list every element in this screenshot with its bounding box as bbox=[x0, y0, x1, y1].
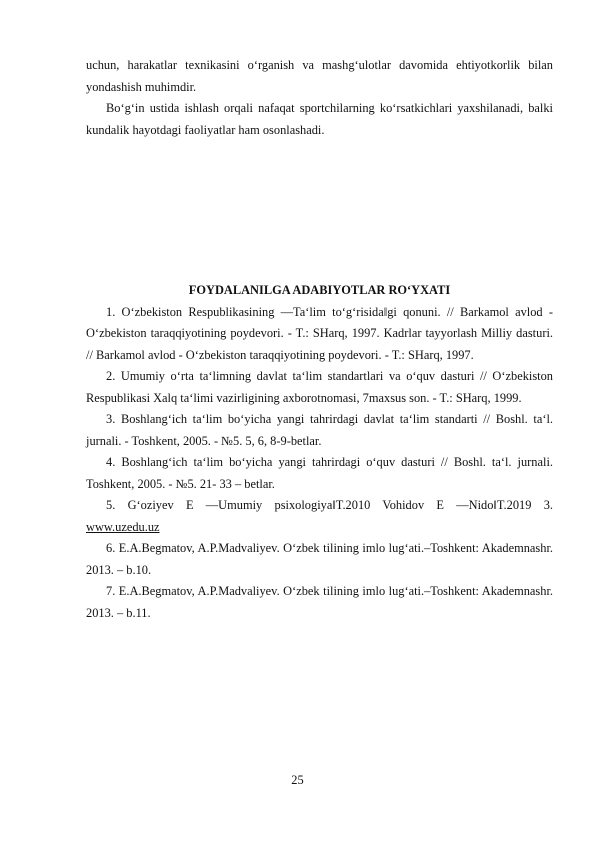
blank-space bbox=[86, 141, 553, 277]
reference-item-1: 1. O‘zbekiston Respublikasining ―Ta‘lim to‘g‘risida‖gi qonuni. // Barkamol avlod - O‘zbekiston taraqqiyotining poydevori. - T.: SHarq, 1997. Kadrlar tayyorlash Milliy dasturi. // Barkamol avlod - O‘zbekiston taraqqiyotining poydevori. - T.: SHarq, 1997. bbox=[86, 304, 553, 362]
page-number: 25 bbox=[291, 773, 304, 787]
reference-item-6: 6. E.A.Begmatov, A.P.Madvaliyev. O‘zbek tilining imlo lug‘ati.–Toshkent: Akademnashr. 2013. – b.10. bbox=[86, 541, 553, 577]
reference-item-2: 2. Umumiy o‘rta ta‘limning davlat ta‘lim standartlari va o‘quv dasturi // O‘zbekiston Respublikasi Xalq ta‘limi vazirligining axborotnomasi, 7maxsus son. - T.: SHarq, 1999. bbox=[86, 369, 553, 405]
reference-link[interactable]: www.uzedu.uz bbox=[86, 519, 160, 534]
references-list bbox=[86, 302, 553, 625]
reference-item-4: 4. Boshlang‘ich ta‘lim bo‘yicha yangi tahrirdagi o‘quv dasturi // Boshl. ta‘l. jurnali. Toshkent, 2005. - №5. 21- 33 – betlar. bbox=[86, 455, 553, 491]
intro-paragraph-2: Bo‘g‘in ustida ishlash orqali nafaqat sportchilarning ko‘rsatkichlari yaxshilanadi, balki kundalik hayotdagi faoliyatlar ham osonlashadi. bbox=[86, 101, 553, 137]
references-heading: FOYDALANILGA ADABIYOTLAR RO‘YXATI bbox=[188, 283, 451, 297]
reference-item-7: 7. E.A.Begmatov, A.P.Madvaliyev. O‘zbek tilining imlo lug‘ati.–Toshkent: Akademnashr. 2013. – b.11. bbox=[86, 584, 553, 620]
reference-item-3: 3. Boshlang‘ich ta‘lim bo‘yicha yangi tahrirdagi davlat ta‘lim standarti // Boshl. ta‘l. jurnali. - Toshkent, 2005. - №5. 5, 6, 8-9-betlar. bbox=[86, 412, 553, 448]
page-body bbox=[86, 55, 553, 624]
reference-item-5: 5. G‘oziyev E ―Umumiy psixologiya‖T.2010 Vohidov E ―Nido‖T.2019 3. www.uzedu.uz bbox=[86, 498, 553, 534]
intro-paragraph-1: uchun, harakatlar texnikasini o‘rganish va mashg‘ulotlar davomida ehtiyotkorlik bilan yondashish muhimdir. bbox=[86, 58, 553, 94]
